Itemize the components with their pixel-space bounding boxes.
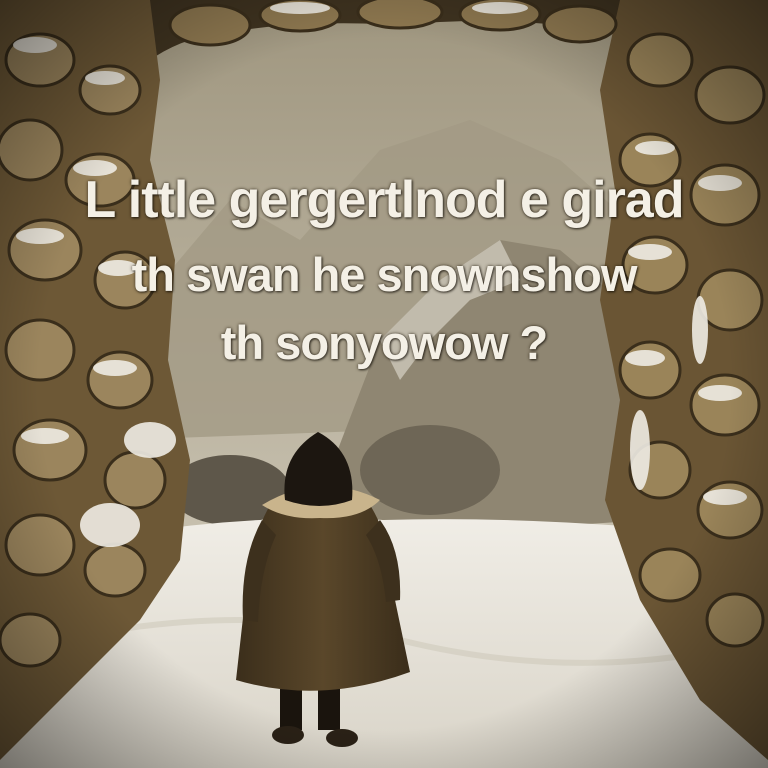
caption-line-2: th swan he snownshow (131, 248, 637, 301)
caption-line-3: th sonyowow ? (220, 316, 548, 369)
caption-line-1: L ittle gergertlnod e girad (84, 171, 684, 229)
